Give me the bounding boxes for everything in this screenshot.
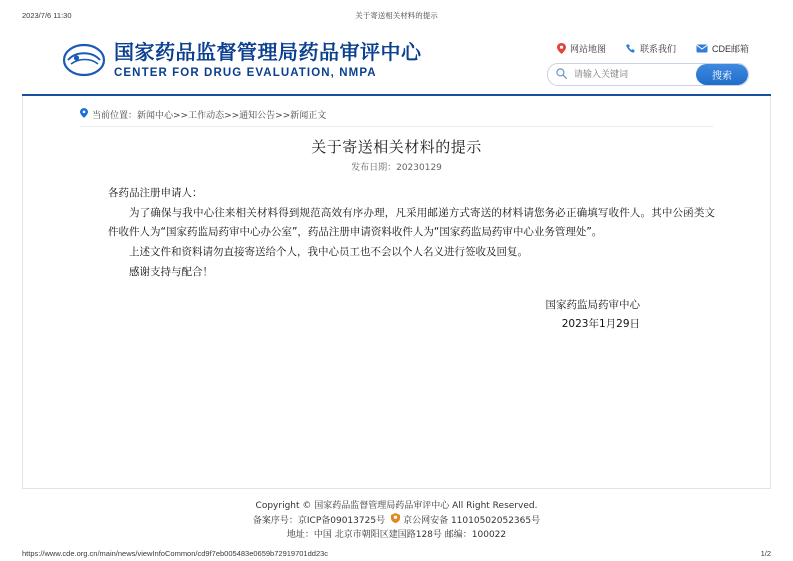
- article-paragraph: 各药品注册申请人：: [108, 187, 203, 199]
- article-signature: [108, 296, 715, 334]
- phone-icon: [626, 44, 636, 54]
- header-link-contact[interactable]: [626, 42, 676, 55]
- publish-date-value: 20230129: [396, 163, 442, 173]
- footer-beian-row: [22, 513, 771, 528]
- police-badge-icon: [391, 513, 400, 528]
- publish-date: [23, 160, 770, 173]
- header-link-contact-label: 联系我们: [639, 44, 676, 54]
- article-content-frame: [22, 96, 771, 488]
- header-links: [557, 42, 749, 55]
- print-page-title: 关于寄送相关材料的提示: [355, 11, 438, 20]
- footer-gongwang-label: 京公网安备 11010502052365号: [403, 515, 541, 526]
- print-date-time: 2023/7/6 11:30: [22, 11, 72, 20]
- signature-date: 2023年1月29日: [561, 318, 640, 330]
- header-link-mail-label: CDE邮箱: [711, 44, 749, 54]
- search-input[interactable]: [572, 64, 696, 85]
- header-link-sitemap[interactable]: [557, 42, 606, 55]
- location-pin-icon: [557, 43, 566, 54]
- page-container: [22, 30, 771, 540]
- search-icon: [556, 66, 567, 84]
- publish-date-label: 发布日期：: [351, 163, 397, 173]
- print-header: [0, 10, 793, 21]
- site-logo[interactable]: [62, 38, 422, 82]
- mail-icon: [696, 44, 708, 53]
- search-box[interactable]: [547, 63, 749, 86]
- site-title-cn: 国家药品监督管理局药品审评中心: [114, 39, 422, 64]
- header-link-mail[interactable]: [696, 42, 749, 55]
- footer-gongwang[interactable]: [391, 513, 540, 528]
- print-page-number: 1/2: [760, 548, 771, 558]
- location-pin-icon: [80, 108, 88, 121]
- page-title: 关于寄送相关材料的提示: [311, 138, 482, 156]
- breadcrumb-divider: [80, 126, 713, 127]
- footer-address: 地址：中国 北京市朝阳区建国路128号 邮编：100022: [286, 530, 507, 540]
- breadcrumb-text[interactable]: 当前位置：新闻中心>>工作动态>>通知公告>>新闻正文: [92, 111, 327, 121]
- site-title-en: CENTER FOR DRUG EVALUATION, NMPA: [114, 66, 377, 79]
- footer-icp[interactable]: 备案序号：京ICP备09013725号: [252, 515, 386, 526]
- cde-emblem-icon: [62, 38, 106, 82]
- breadcrumb: [80, 108, 326, 121]
- article-paragraph: 为了确保与我中心往来相关材料得到规范高效有序办理，凡采用邮递方式寄送的材料请您务必正确填写收件人。其中公函类文件收件人为“国家药监局药审中心办公室”，药品注册申请资料收件人为“国家药监局药审中心业务管理处”。: [108, 207, 715, 238]
- signature-org: 国家药监局药审中心: [545, 299, 640, 311]
- header-link-sitemap-label: 网站地图: [569, 44, 606, 54]
- footer-copyright: Copyright © 国家药品监督管理局药品审评中心 All Right Reserved.: [255, 501, 538, 511]
- article-paragraph: 上述文件和资料请勿直接寄送给个人，我中心员工也不会以个人名义进行签收及回复。: [129, 246, 528, 258]
- search-button[interactable]: 搜索: [696, 64, 748, 85]
- article-body: [108, 184, 715, 334]
- article-paragraph: 感谢支持与配合！: [129, 266, 213, 278]
- print-url: https://www.cde.org.cn/main/news/viewInfoCommon/cd9f7eb005483e0659b72919701dd23c: [22, 548, 329, 558]
- site-footer: [22, 488, 771, 540]
- site-header: [22, 30, 771, 96]
